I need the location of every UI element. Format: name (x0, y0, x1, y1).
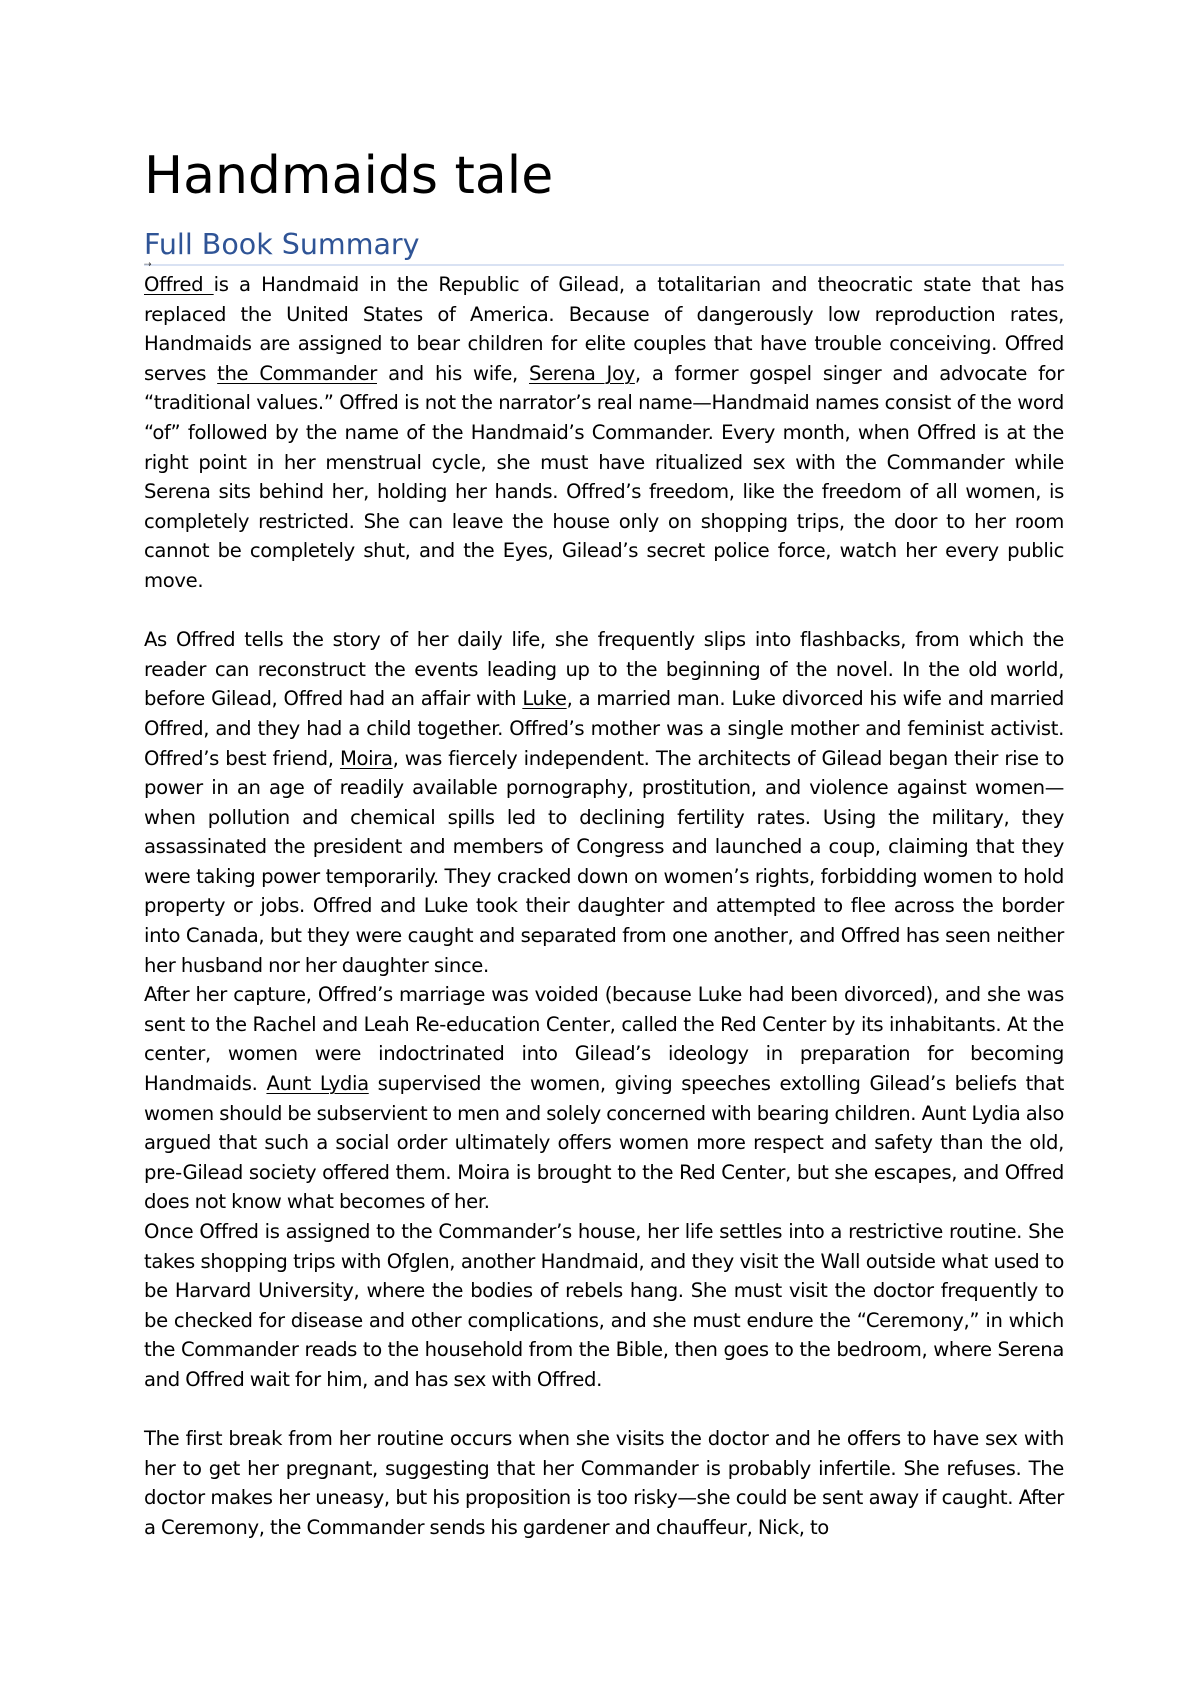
paragraph-3 (144, 980, 1064, 1217)
paragraph-text: and his wife, (377, 361, 529, 385)
paragraph-text: As Offred tells the story of her daily life, she frequently slips into flashbacks, from which the reader can reconstruct the events leading up to the beginning of the novel. In the old world, before Gilead, Offred had an affair with (144, 628, 1064, 711)
paragraph-spacer (144, 596, 1064, 626)
link-serena-joy[interactable]: Serena Joy (529, 361, 635, 385)
link-aunt-lydia[interactable]: Aunt Lydia (266, 1072, 369, 1096)
paragraph-spacer (144, 1395, 1064, 1425)
paragraph-4 (144, 1217, 1064, 1395)
paragraph-text: , a married man. Luke divorced his wife and married Offred, and they had a child together. Offred’s mother was a single mother and feminist activist. Offred’s best friend, (144, 687, 1064, 770)
paragraph-text: After her capture, Offred’s marriage was voided (because Luke had been divorced), and she was sent to the Rachel and Leah Re-education Center, called the Red Center by its inhabitants. At the center, women were indoctrinated into Gilead’s ideology in preparation for becoming Handmaids. (144, 983, 1064, 1096)
paragraph-2 (144, 625, 1064, 980)
paragraph-text: , was fiercely independent. The architects of Gilead began their rise to power in an age of readily available pornography, prostitution, and violence against women—when pollution and chemical spills led to declining fertility rates. Using the military, they assassinated the president and members of Congress and launched a coup, claiming that they were taking power temporarily. They cracked down on women’s rights, forbidding women to hold property or jobs. Offred and Luke took their daughter and attempted to flee across the border into Canada, but they were caught and separated from one another, and Offred has seen neither her husband nor her daughter since. (144, 746, 1064, 977)
paragraph-text: Once Offred is assigned to the Commander’s house, her life settles into a restrictive routine. She takes shopping trips with Ofglen, another Handmaid, and they visit the Wall outside what used to be Harvard University, where the bodies of rebels hang. She must visit the doctor frequently to be checked for disease and other complications, and she must endure the “Ceremony,” in which the Commander reads to the household from the Bible, then goes to the bedroom, where Serena and Offred wait for him, and has sex with Offred. (144, 1220, 1064, 1391)
paragraph-text: , a former gospel singer and advocate for “traditional values.” Offred is not the narrator’s real name—Handmaid names consist of the word “of” followed by the name of the Handmaid’s Commander. Every month, when Offred is at the right point in her menstrual cycle, she must have ritualized sex with the Commander while Serena sits behind her, holding her hands. Offred’s freedom, like the freedom of all women, is completely restricted. She can leave the house only on shopping trips, the door to her room cannot be completely shut, and the Eyes, Gilead’s secret police force, watch her every public move. (144, 361, 1064, 592)
paragraph-5 (144, 1424, 1064, 1542)
section-heading-text: Full Book Summary (144, 228, 420, 261)
link-luke[interactable]: Luke (522, 687, 567, 711)
document-body (144, 146, 1064, 1543)
paragraph-1 (144, 270, 1064, 596)
paragraph-text: The first break from her routine occurs when she visits the doctor and he offers to have sex with her to get her pregnant, suggesting that her Commander is probably infertile. She refuses. The doctor makes her uneasy, but his proposition is too risky—she could be sent away if caught. After a Ceremony, the Commander sends his gardener and chauffeur, Nick, to (144, 1427, 1064, 1539)
link-moira[interactable]: Moira (339, 746, 393, 770)
paragraph-text: is a Handmaid in the Republic of Gilead, a totalitarian and theocratic state that has replaced the United States of America. Because of dangerously low reproduction rates, Handmaids are assigned to bear children for elite couples that have trouble conceiving. Offred serves (144, 273, 1064, 385)
section-heading (144, 226, 1064, 270)
document-title: Handmaids tale (144, 146, 554, 206)
link-offred[interactable]: Offred (144, 273, 214, 296)
paragraph-text: supervised the women, giving speeches extolling Gilead’s beliefs that women should be subservient to men and solely concerned with bearing children. Aunt Lydia also argued that such a social order ultimately offers women more respect and safety than the old, pre-Gilead society offered them. Moira is brought to the Red Center, but she escapes, and Offred does not know what becomes of her. (144, 1072, 1064, 1214)
anchor-icon: ⇢ (144, 260, 152, 270)
link-the-commander[interactable]: the Commander (217, 361, 377, 385)
